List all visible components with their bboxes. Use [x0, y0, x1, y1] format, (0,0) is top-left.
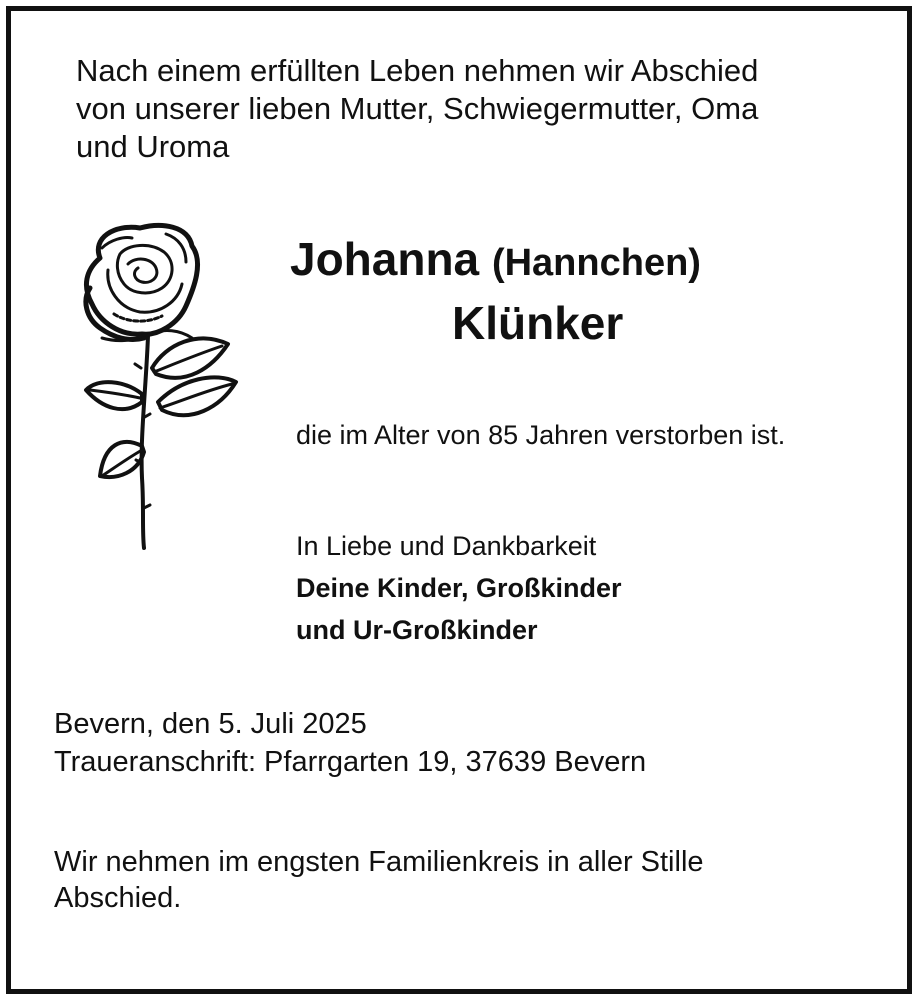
last-name: Klünker: [452, 297, 624, 349]
family-line-1: Deine Kinder, Großkinder: [296, 573, 622, 603]
first-name: Johanna: [290, 233, 480, 285]
funeral-note: [54, 844, 704, 916]
intro-line-3: und Uroma: [76, 129, 230, 164]
mourning-address: Traueranschrift: Pfarrgarten 19, 37639 Bevern: [54, 746, 647, 778]
signature-block: [296, 525, 622, 651]
note-line-1: Wir nehmen im engsten Familienkreis in aller Stille: [54, 846, 704, 878]
place-date: Bevern, den 5. Juli 2025: [54, 708, 367, 740]
intro-text: [76, 52, 758, 166]
note-line-2: Abschied.: [54, 882, 182, 914]
intro-line-1: Nach einem erfüllten Leben nehmen wir Abschied: [76, 53, 759, 88]
age-statement: die im Alter von 85 Jahren verstorben ist.: [296, 420, 786, 450]
place-and-address: [54, 705, 646, 781]
deceased-name-line-1: [290, 232, 701, 286]
closing-line: In Liebe und Dankbarkeit: [296, 531, 597, 561]
nickname: (Hannchen): [491, 242, 701, 284]
intro-line-2: von unserer lieben Mutter, Schwiegermutter, Oma: [76, 91, 759, 126]
family-line-2: und Ur-Großkinder: [296, 615, 538, 645]
rose-icon: [62, 218, 248, 554]
